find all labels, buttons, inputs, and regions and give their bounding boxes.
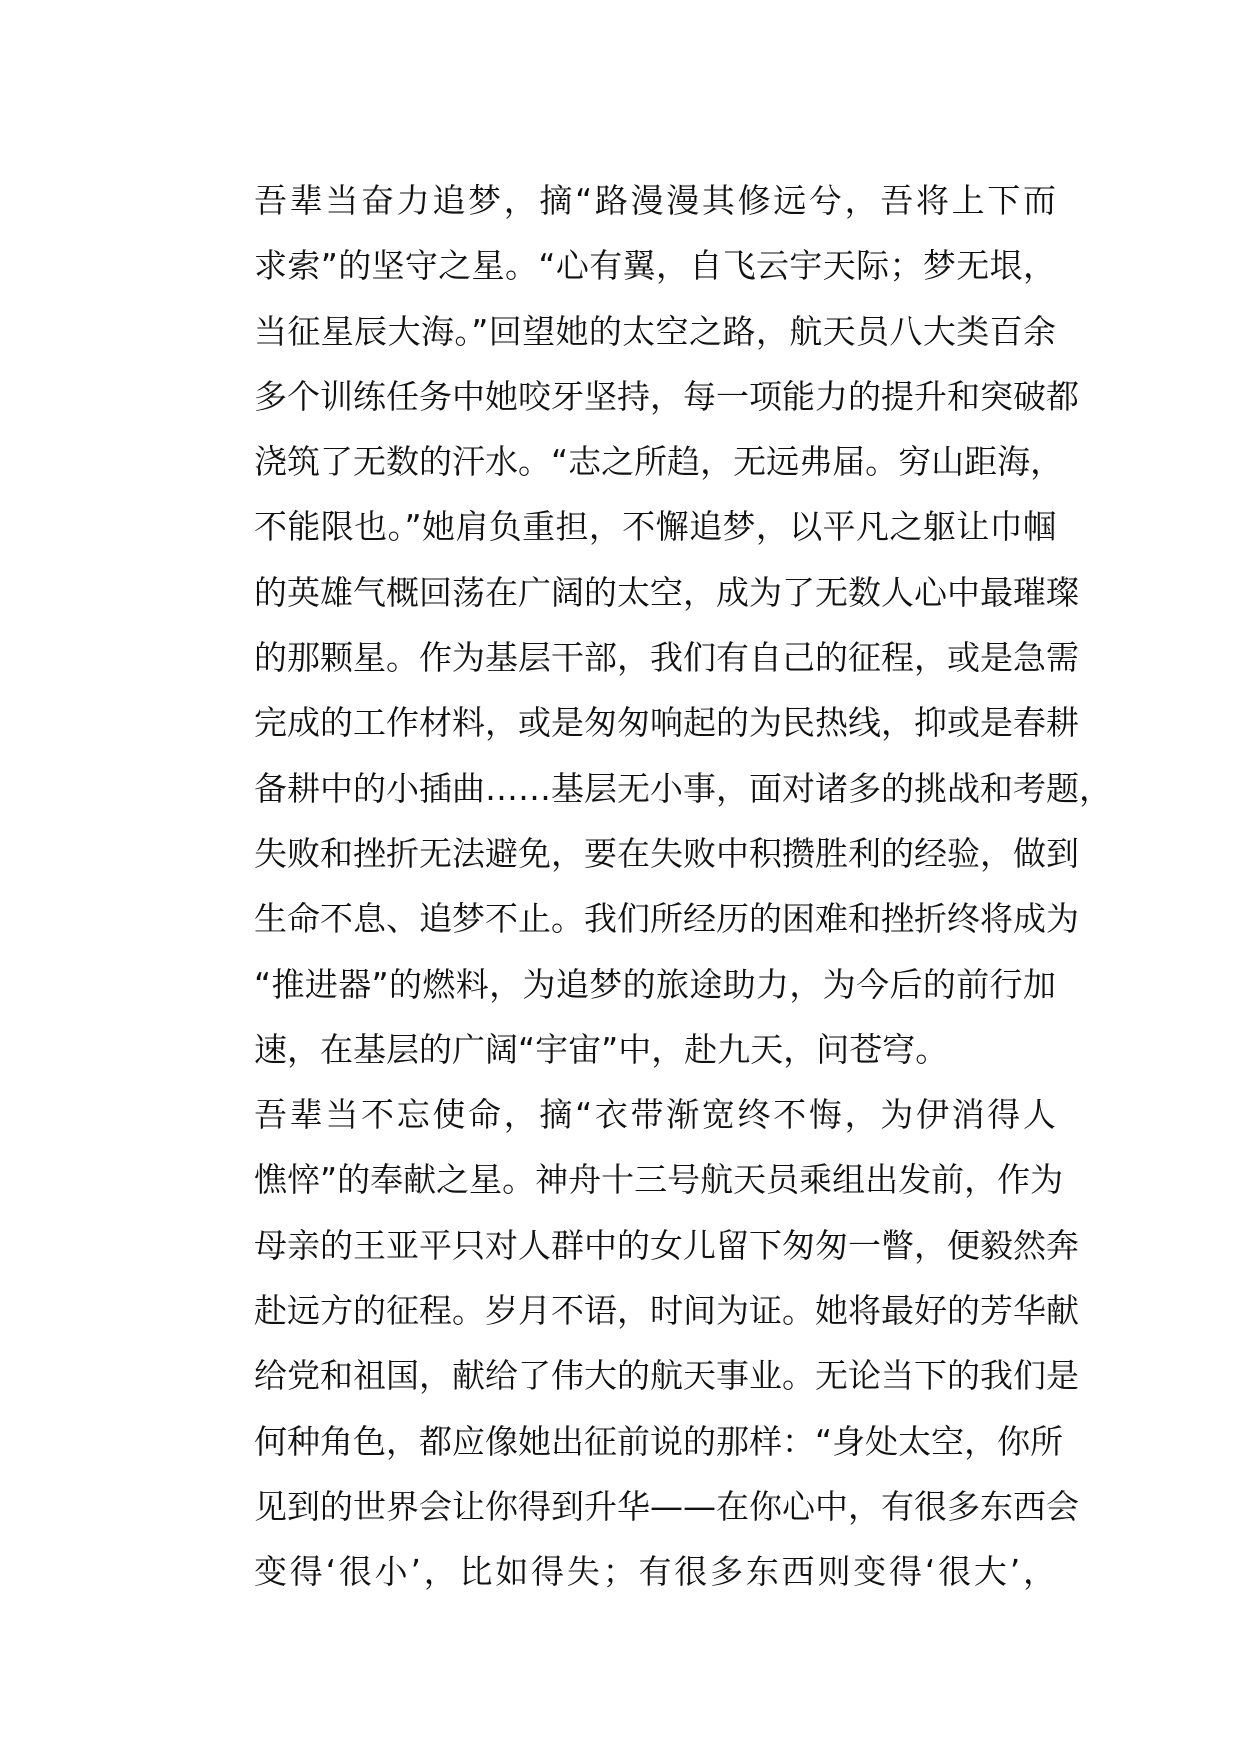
paragraph-line: 何种角色，都应像她出征前说的那样：“身处太空，你所 [254,1421,1064,1461]
paragraph-line: 给党和祖国，献给了伟大的航天事业。无论当下的我们是 [254,1356,1079,1396]
paragraph-1 [188,168,1112,1082]
paragraph-line: 吾辈当不忘使命，摘“衣带渐宽终不悔，为伊消得人 [254,1095,1056,1135]
paragraph-line: 求索”的坚守之星。“心有翼，自飞云宇天际；梦无垠， [254,246,1056,286]
paragraph-line: “推进器”的燃料，为追梦的旅途助力，为今后的前行加 [254,964,1056,1004]
paragraph-line: 当征星辰大海。”回望她的太空之路，航天员八大类百余 [254,311,1056,351]
paragraph-line: 完成的工作材料，或是匆匆响起的为民热线，抑或是春耕 [254,703,1079,743]
paragraph-line: 多个训练任务中她咬牙坚持，每一项能力的提升和突破都 [254,376,1079,416]
paragraph-line: 失败和挫折无法避免，要在失败中积攒胜利的经验，做到 [254,833,1079,873]
paragraph-line: 憔悴”的奉献之星。神舟十三号航天员乘组出发前，作为 [254,1160,1064,1200]
paragraph-line: 见到的世界会让你得到升华——在你心中，有很多东西会 [254,1486,1079,1526]
paragraph-line: 浇筑了无数的汗水。“志之所趋，无远弗届。穷山距海， [254,442,1064,482]
document-body [188,168,1112,1605]
paragraph-line: 备耕中的小插曲……基层无小事，面对诸多的挑战和考题， [254,768,1112,808]
paragraph-line: 母亲的王亚平只对人群中的女儿留下匆匆一瞥，便毅然奔 [254,1225,1079,1265]
paragraph-2 [188,1082,1079,1604]
paragraph-line: 的英雄气概回荡在广阔的太空，成为了无数人心中最璀璨 [254,572,1079,612]
paragraph-line: 吾辈当奋力追梦，摘“路漫漫其修远兮，吾将上下而 [254,181,1056,220]
paragraph-line: 生命不息、追梦不止。我们所经历的困难和挫折终将成为 [254,899,1079,939]
paragraph-line: 的那颗星。作为基层干部，我们有自己的征程，或是急需 [254,638,1079,678]
paragraph-line: 不能限也。”她肩负重担，不懈追梦，以平凡之躯让巾帼 [254,507,1056,547]
paragraph-line: 变得‘很小’，比如得失；有很多东西则变得‘很大’， [254,1552,1056,1592]
paragraph-line: 速，在基层的广阔“宇宙”中，赴九天，问苍穹。 [254,1029,949,1069]
paragraph-line: 赴远方的征程。岁月不语，时间为证。她将最好的芳华献 [254,1291,1079,1331]
